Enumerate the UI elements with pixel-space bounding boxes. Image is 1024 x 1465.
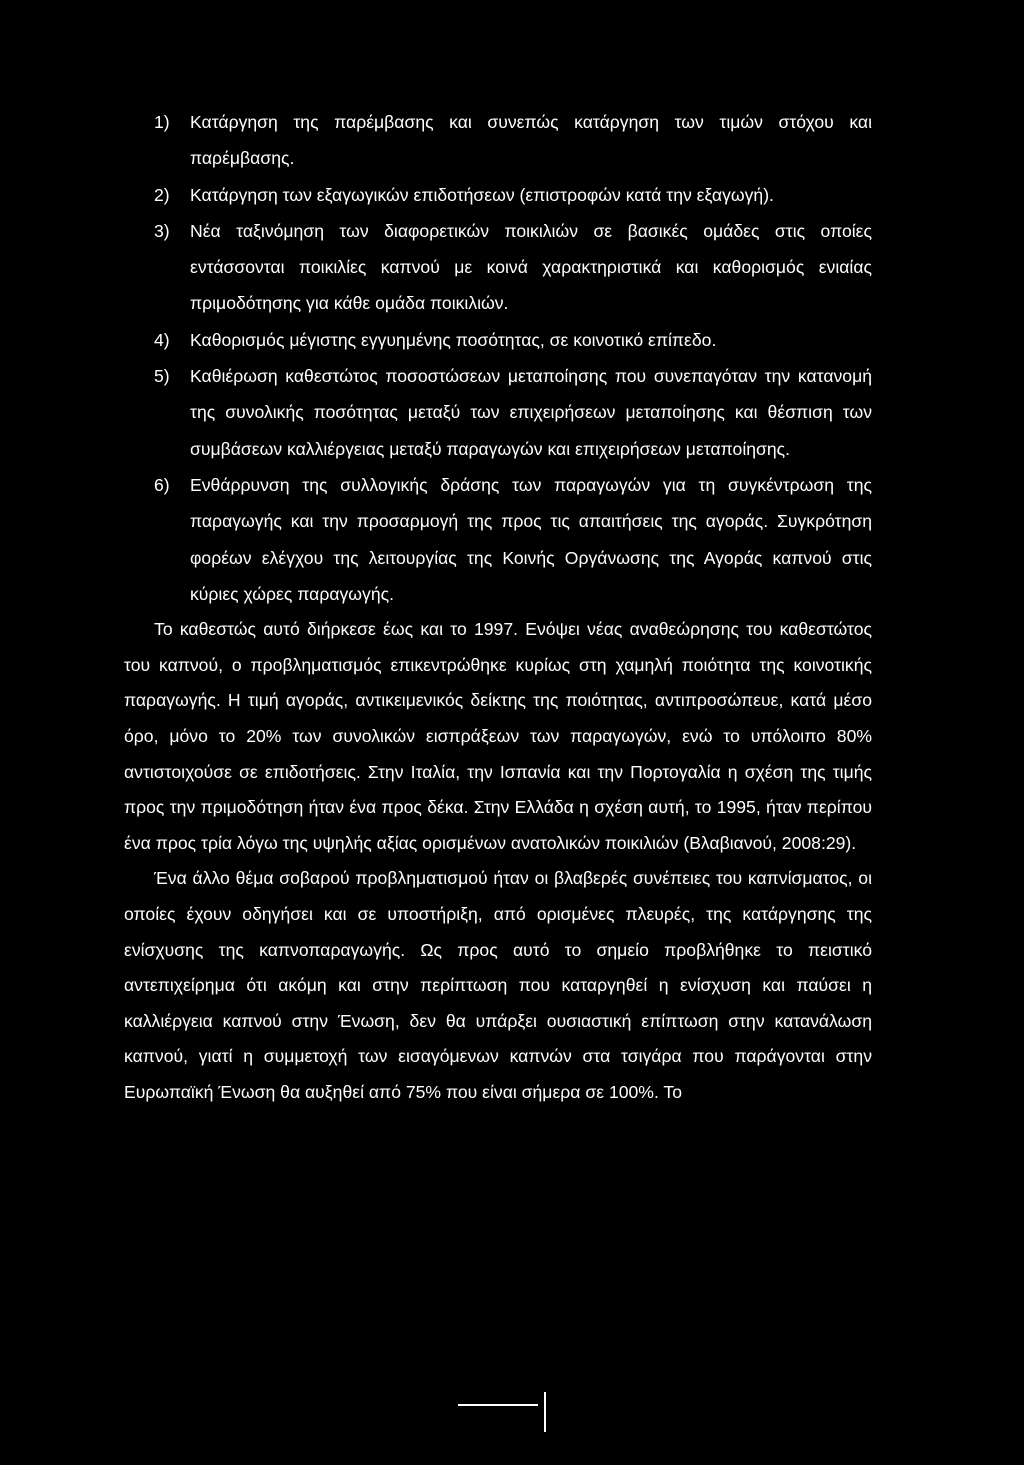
list-item-number: 6) (154, 474, 170, 495)
list-item (124, 358, 872, 467)
footer-rule (458, 1404, 538, 1406)
list-item (124, 177, 872, 213)
list-item-number: 2) (154, 184, 170, 205)
list-item (124, 322, 872, 358)
list-item-text: Κατάργηση των εξαγωγικών επιδοτήσεων (επιστροφών κατά την εξαγωγή). (190, 184, 774, 205)
list-item-number: 1) (154, 112, 170, 132)
body-paragraph: Το καθεστώς αυτό διήρκεσε έως και το 1997. Ενόψει νέας αναθεώρησης του καθεστώτος του καπνού, ο προβληματισμός επικεντρώθηκε κυρίως στη χαμηλή ποιότητα της κοινοτικής παραγωγής. Η τιμή αγοράς, αντικειμενικός δείκτης της ποιότητας, αντιπροσώπευε, κατά μέσο όρο, μόνο το 20% των συνολικών εισπράξεων των παραγωγών, ενώ το υπόλοιπο 80% αντιστοιχούσε σε επιδοτήσεις. Στην Ιταλία, την Ισπανία και την Πορτογαλία η σχέση της τιμής προς την πριμοδότηση ήταν ένα προς δέκα. Στην Ελλάδα η σχέση αυτή, το 1995, ήταν περίπου ένα προς τρία λόγω της υψηλής αξίας ορισμένων ανατολικών ποικιλιών (Βλαβιανού, 2008:29). (124, 619, 872, 853)
list-item-text: Καθορισμός μέγιστης εγγυημένης ποσότητας, σε κοινοτικό επίπεδο. (190, 329, 717, 350)
list-item (124, 104, 872, 177)
list-item-text: Κατάργηση της παρέμβασης και συνεπώς κατάργηση των τιμών στόχου και παρέμβασης. (190, 112, 872, 169)
footer-bar (544, 1392, 546, 1432)
list-item-text: Νέα ταξινόμηση των διαφορετικών ποικιλιών σε βασικές ομάδες στις οποίες εντάσσονται ποικιλίες καπνού με κοινά χαρακτηριστικά και καθορισμός ενιαίας πριμοδότησης για κάθε ομάδα ποικιλιών. (190, 220, 872, 314)
list-item-text: Καθιέρωση καθεστώτος ποσοστώσεων μεταποίησης που συνεπαγόταν την κατανομή της συνολικής ποσότητας μεταξύ των επιχειρήσεων μεταποίησης και θέσπιση των συμβάσεων καλλιέργειας μεταξύ παραγωγών και επιχειρήσεων μεταποίησης. (190, 366, 872, 459)
footer-mark (458, 1392, 548, 1432)
body-paragraph: Ένα άλλο θέμα σοβαρού προβληματισμού ήταν οι βλαβερές συνέπειες του καπνίσματος, οι οποίες έχουν οδηγήσει και σε υποστήριξη, από ορισμένες πλευρές, της κατάργησης της ενίσχυσης της καπνοπαραγωγής. Ως προς αυτό το σημείο προβλήθηκε το πειστικό αντεπιχείρημα ότι ακόμη και στην περίπτωση που καταργηθεί η ενίσχυση και παύσει η καλλιέργεια καπνού στην Ένωση, δεν θα υπάρξει ουσιαστική επίπτωση στην κατανάλωση καπνού, γιατί η συμμετοχή των εισαγόμενων καπνών στα τσιγάρα που παράγονται στην Ευρωπαϊκή Ένωση θα αυξηθεί από 75% που είναι σήμερα σε 100%. Το (124, 868, 872, 1102)
list-item-number: 5) (154, 366, 170, 387)
list-item-text: Ενθάρρυνση της συλλογικής δράσης των παραγωγών για τη συγκέντρωση της παραγωγής και την προσαρμογή της προς τις απαιτήσεις της αγοράς. Συγκρότηση φορέων ελέγχου της λειτουργίας της Κοινής Οργάνωσης της Αγοράς καπνού στις κύριες χώρες παραγωγής. (190, 474, 872, 604)
list-item (124, 213, 872, 322)
list-item-number: 4) (154, 329, 170, 350)
list-item-number: 3) (154, 220, 170, 241)
list-item (124, 467, 872, 612)
page-body (124, 104, 872, 1110)
